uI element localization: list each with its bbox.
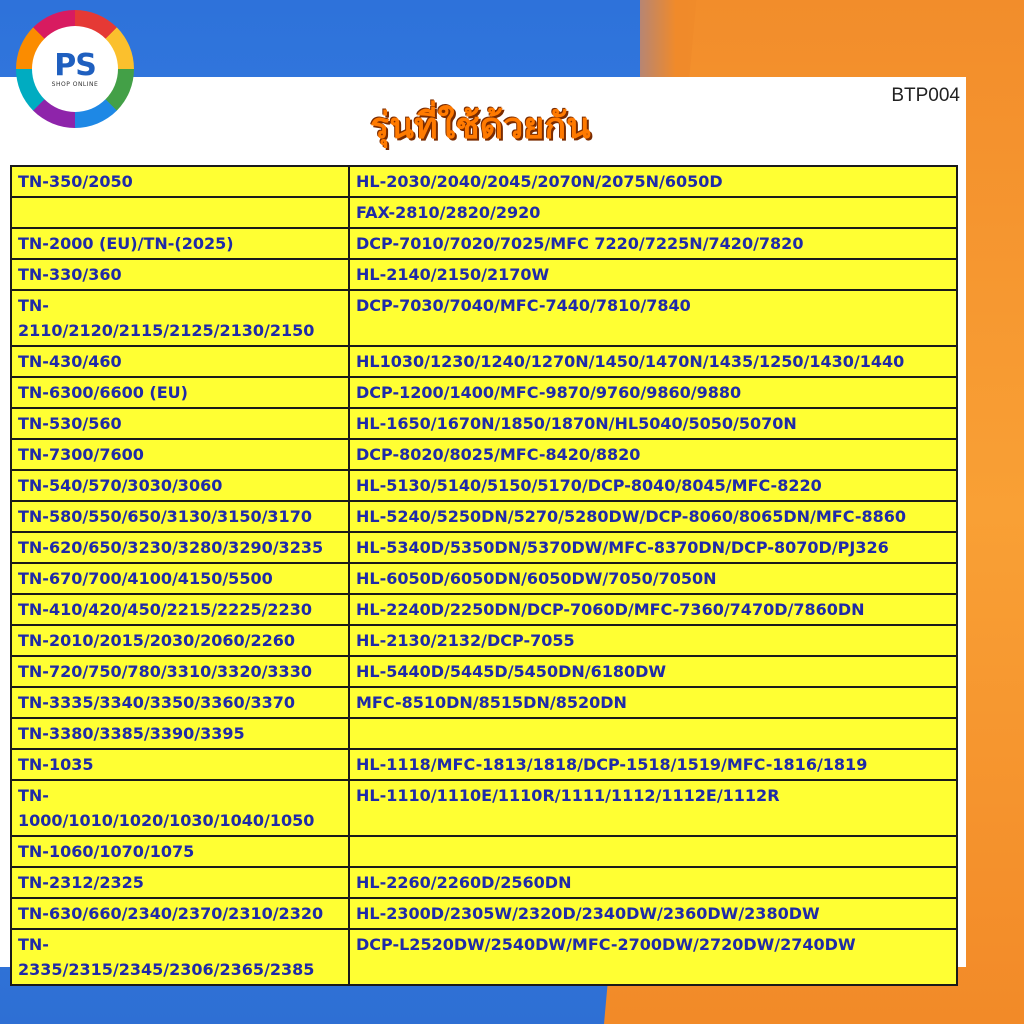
printer-models-cell: HL-2030/2040/2045/2070N/2075N/6050D <box>349 166 957 197</box>
toner-model-cell: TN-540/570/3030/3060 <box>11 470 349 501</box>
toner-model-cell: TN-580/550/650/3130/3150/3170 <box>11 501 349 532</box>
table-row <box>11 563 957 594</box>
table-row <box>11 594 957 625</box>
table-row <box>11 197 957 228</box>
table-row <box>11 929 957 985</box>
shop-logo <box>16 10 134 128</box>
printer-models-cell: HL-2130/2132/DCP-7055 <box>349 625 957 656</box>
printer-models-cell: HL-5130/5140/5150/5170/DCP-8040/8045/MFC-8220 <box>349 470 957 501</box>
toner-model-cell: TN-1000/1010/1020/1030/1040/1050 <box>11 780 349 836</box>
table-row <box>11 780 957 836</box>
toner-model-cell: TN-2335/2315/2345/2306/2365/2385 <box>11 929 349 985</box>
printer-models-cell: HL-2140/2150/2170W <box>349 259 957 290</box>
printer-models-cell: HL-2260/2260D/2560DN <box>349 867 957 898</box>
toner-model-cell: TN-2010/2015/2030/2060/2260 <box>11 625 349 656</box>
toner-model-cell: TN-350/2050 <box>11 166 349 197</box>
table-row <box>11 408 957 439</box>
printer-models-cell: HL-5440D/5445D/5450DN/6180DW <box>349 656 957 687</box>
compatibility-table <box>10 165 958 986</box>
toner-model-cell: TN-410/420/450/2215/2225/2230 <box>11 594 349 625</box>
logo-subtext: SHOP ONLINE <box>51 80 99 88</box>
toner-model-cell: TN-670/700/4100/4150/5500 <box>11 563 349 594</box>
printer-models-cell: MFC-8510DN/8515DN/8520DN <box>349 687 957 718</box>
table-row <box>11 290 957 346</box>
table-row <box>11 228 957 259</box>
table-row <box>11 501 957 532</box>
printer-models-cell: HL-1110/1110E/1110R/1111/1112/1112E/1112R <box>349 780 957 836</box>
printer-models-cell: HL1030/1230/1240/1270N/1450/1470N/1435/1250/1430/1440 <box>349 346 957 377</box>
toner-model-cell: TN-530/560 <box>11 408 349 439</box>
printer-models-cell: DCP-7010/7020/7025/MFC 7220/7225N/7420/7820 <box>349 228 957 259</box>
toner-model-cell: TN-630/660/2340/2370/2310/2320 <box>11 898 349 929</box>
toner-model-cell: TN-7300/7600 <box>11 439 349 470</box>
printer-models-cell: HL-1118/MFC-1813/1818/DCP-1518/1519/MFC-1816/1819 <box>349 749 957 780</box>
toner-model-cell: TN-2110/2120/2115/2125/2130/2150 <box>11 290 349 346</box>
printer-models-cell <box>349 836 957 867</box>
printer-models-cell: FAX-2810/2820/2920 <box>349 197 957 228</box>
table-row <box>11 377 957 408</box>
toner-model-cell: TN-330/360 <box>11 259 349 290</box>
table-row <box>11 867 957 898</box>
table-row <box>11 687 957 718</box>
toner-model-cell: TN-3335/3340/3350/3360/3370 <box>11 687 349 718</box>
printer-models-cell: HL-1650/1670N/1850/1870N/HL5040/5050/5070N <box>349 408 957 439</box>
printer-models-cell: HL-6050D/6050DN/6050DW/7050/7050N <box>349 563 957 594</box>
printer-models-cell: HL-2300D/2305W/2320D/2340DW/2360DW/2380DW <box>349 898 957 929</box>
table-row <box>11 532 957 563</box>
printer-models-cell: DCP-7030/7040/MFC-7440/7810/7840 <box>349 290 957 346</box>
toner-model-cell: TN-620/650/3230/3280/3290/3235 <box>11 532 349 563</box>
toner-model-cell: TN-2000 (EU)/TN-(2025) <box>11 228 349 259</box>
printer-models-cell: DCP-L2520DW/2540DW/MFC-2700DW/2720DW/2740DW <box>349 929 957 985</box>
toner-model-cell: TN-1060/1070/1075 <box>11 836 349 867</box>
logo-text: PS <box>54 47 96 83</box>
toner-model-cell: TN-430/460 <box>11 346 349 377</box>
toner-model-cell <box>11 197 349 228</box>
printer-models-cell: DCP-8020/8025/MFC-8420/8820 <box>349 439 957 470</box>
product-code: BTP004 <box>891 85 960 106</box>
printer-models-cell: DCP-1200/1400/MFC-9870/9760/9860/9880 <box>349 377 957 408</box>
toner-model-cell: TN-1035 <box>11 749 349 780</box>
printer-models-cell <box>349 718 957 749</box>
table-row <box>11 470 957 501</box>
printer-models-cell: HL-5340D/5350DN/5370DW/MFC-8370DN/DCP-8070D/PJ326 <box>349 532 957 563</box>
table-row <box>11 836 957 867</box>
toner-model-cell: TN-2312/2325 <box>11 867 349 898</box>
table-row <box>11 625 957 656</box>
table-row <box>11 718 957 749</box>
toner-model-cell: TN-6300/6600 (EU) <box>11 377 349 408</box>
table-row <box>11 166 957 197</box>
table-row <box>11 346 957 377</box>
toner-model-cell: TN-3380/3385/3390/3395 <box>11 718 349 749</box>
table-row <box>11 749 957 780</box>
printer-models-cell: HL-5240/5250DN/5270/5280DW/DCP-8060/8065DN/MFC-8860 <box>349 501 957 532</box>
table-row <box>11 439 957 470</box>
printer-models-cell: HL-2240D/2250DN/DCP-7060D/MFC-7360/7470D/7860DN <box>349 594 957 625</box>
logo-center <box>32 26 118 112</box>
table-row <box>11 259 957 290</box>
page-title: รุ่นที่ใช้ด้วยกัน <box>370 106 591 147</box>
table-row <box>11 656 957 687</box>
content-panel <box>0 77 966 979</box>
table-row <box>11 898 957 929</box>
toner-model-cell: TN-720/750/780/3310/3320/3330 <box>11 656 349 687</box>
